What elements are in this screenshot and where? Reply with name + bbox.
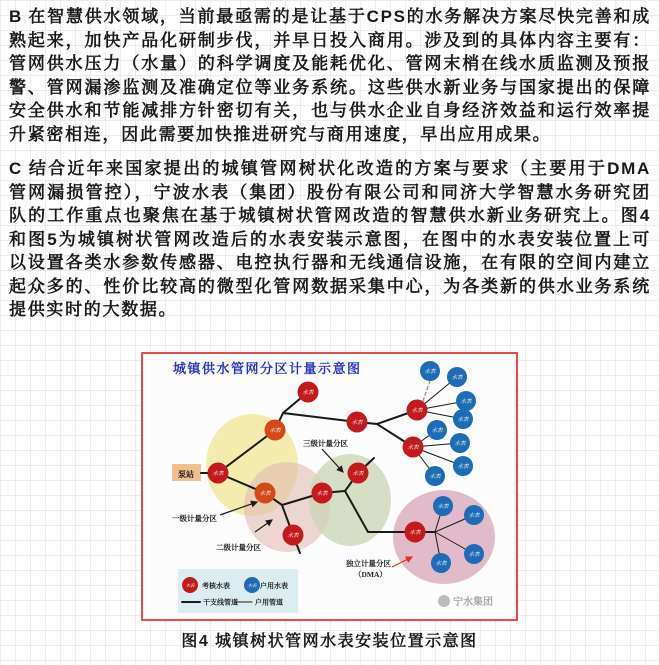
zone-3-label: 三级计量分区 [303,439,348,448]
assessment-meter-node-label: 水表 [269,428,281,434]
household-meter-node-label: 水表 [451,375,463,381]
paragraph-c [9,157,651,322]
paragraph-c-label: C [9,159,22,178]
paragraph-c-text: 结合近年来国家提出的城镇管网树状化改造的方案与要求（主要用于DMA管网漏损管控），宁波水表（集团）股份有限公司和同济大学智慧水务研究团队的工作重点也聚焦在基于城镇树状管网改造的智慧供水新业务研究上。图4和图5为城镇树状管网改造后的水表安装示意图，在图中的水表安装位置上可以设置各类水参数传感器、电控执行器和无线通信设施，在有限的空间内建立起众多的、性价比较高的微型化管网数据采集中心，为各类新的供水业务系统提供实时的大数据。 [9,159,651,319]
household-meter-node-label: 水表 [460,399,472,405]
assessment-meter-node-label: 水表 [212,471,224,477]
company-watermark: 宁水集团 [453,597,493,608]
figure-4 [141,352,518,621]
dma-label-line2: （DMA） [354,570,387,579]
paragraph-b [9,5,651,146]
household-meter-node-label: 水表 [431,428,443,434]
legend-household-meter-label: 水表 [247,583,257,588]
household-meter-node-label: 水表 [457,464,469,470]
assessment-meter-node-label: 水表 [351,420,363,426]
household-meter-node-label: 水表 [457,417,469,423]
household-meter-node-label: 水表 [435,561,447,567]
figure-svg [143,354,516,619]
legend-assessment-label: 考核水表 [202,582,230,590]
assessment-meter-node-label: 水表 [407,445,419,451]
pump-station-label: 泵站 [178,470,194,479]
paragraph-b-label: B [9,7,22,26]
household-meter-node-label: 水表 [468,513,480,519]
household-meter-node-label: 水表 [429,474,441,480]
assessment-meter-node-label: 水表 [409,530,421,536]
household-meter-node-label: 水表 [454,441,466,447]
household-meter-node-label: 水表 [424,369,436,375]
zone-2-label: 二级计量分区 [216,543,261,552]
figure-caption: 图4 城镇树状管网水表安装位置示意图 [181,633,478,650]
household-meter-node-label: 水表 [468,552,480,558]
legend-trunk-label: 干支线管道 [203,598,238,607]
household-pipe [423,381,430,401]
zone-1-label: 一级计量分区 [172,514,217,523]
legend-assessment-meter-label: 水表 [185,583,195,588]
legend-household-pipe-label: 户用管道 [255,598,283,607]
dma-label-line1: 独立计量分区 [346,559,391,568]
legend-household-label: 户用水表 [260,582,288,590]
trunk-pipe [283,413,357,422]
assessment-meter-node-label: 水表 [316,491,328,497]
text-block [0,0,659,322]
figure-title: 城镇供水管网分区计量示意图 [173,361,362,376]
company-logo-icon [438,595,450,607]
assessment-meter-node-label: 水表 [352,471,364,477]
assessment-meter-node-label: 水表 [259,491,271,497]
paragraph-b-text: 在智慧供水领域，当前最亟需的是让基于CPS的水务解决方案尽快完善和成熟起来，加快产品化研制步伐，并早日投入商用。涉及到的具体内容主要有：管网供水压力（水量）的科学调度及能耗优化、管网末梢在线水质监测及预报警、管网漏渗监测及准确定位等业务系统。这些供水新业务与国家提出的保障安全供水和节能减排方针密切有关，也与供水企业自身经济效益和运行效率提升紧密相连，因此需要加快推进研究与商用速度，早出应用成果。 [9,7,651,144]
assessment-meter-node-label: 水表 [302,390,314,396]
household-meter-node-label: 水表 [437,504,449,510]
assessment-meter-node-label: 水表 [411,408,423,414]
assessment-meter-node-label: 水表 [287,533,299,539]
